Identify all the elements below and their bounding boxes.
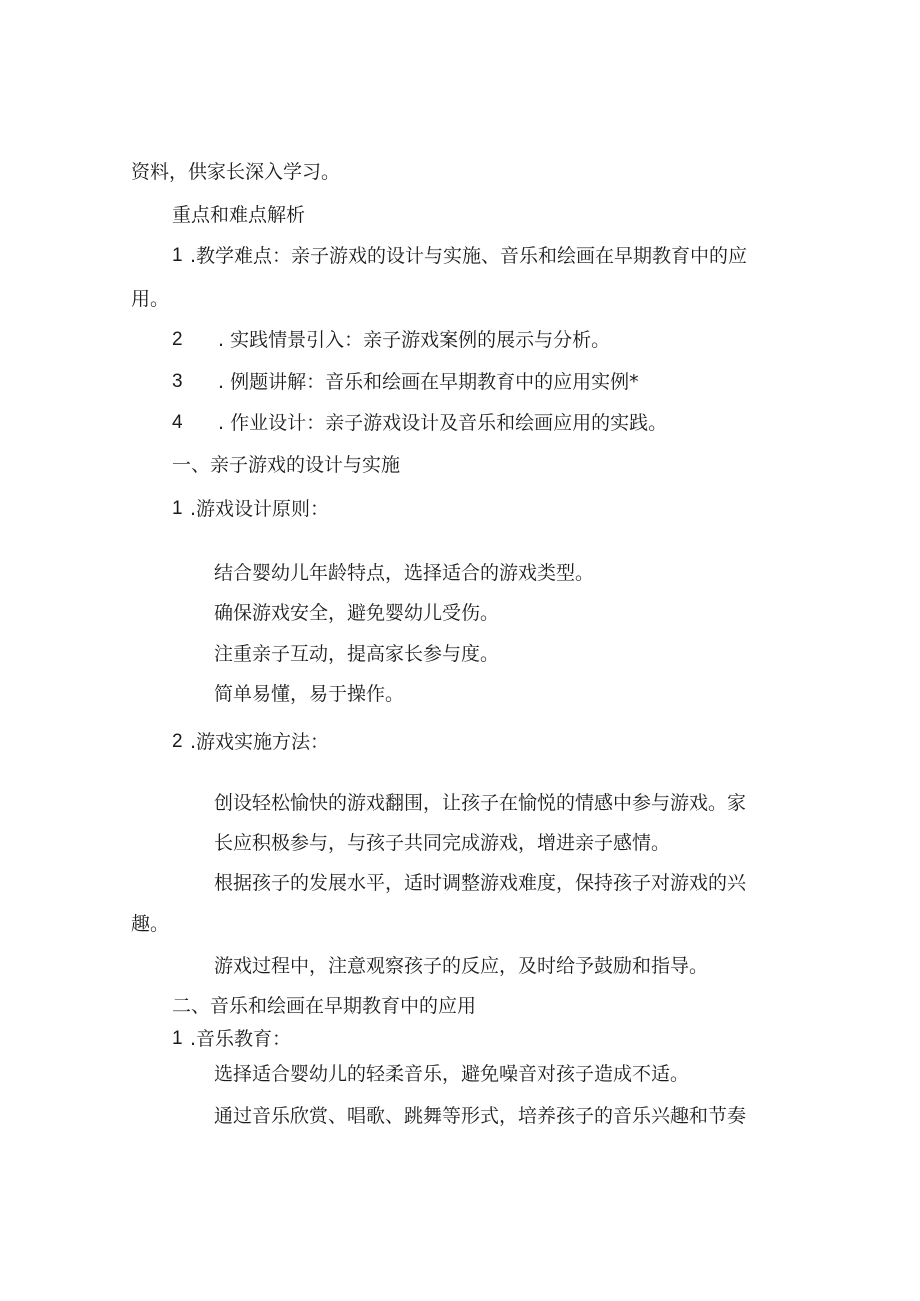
key-point-text: . 实践情景引入：亲子游戏案例的展示与分析。 [218, 329, 611, 351]
section-2-title: 二、音乐和绘画在早期教育中的应用 [172, 995, 477, 1017]
list-item: 简单易懂，易于操作。 [214, 683, 405, 705]
paragraph-line: 游戏过程中，注意观察孩子的反应，及时给予鼓励和指导。 [214, 955, 709, 977]
list-item: 注重亲子互动，提高家长参与度。 [214, 643, 500, 665]
list-item: 确保游戏安全，避免婴幼儿受伤。 [214, 602, 500, 624]
paragraph-line: 趣。 [131, 913, 170, 935]
subsection-number: 1 [172, 498, 183, 519]
key-point-number: 2 [172, 329, 183, 350]
key-point-number: 3 [172, 371, 183, 392]
subsection-label: .游戏实施方法： [190, 731, 330, 753]
key-point-text: . 例题讲解：音乐和绘画在早期教育中的应用实例* [218, 371, 639, 393]
key-point-text: . 作业设计：亲子游戏设计及音乐和绘画应用的实践。 [218, 412, 668, 434]
paragraph-line: 选择适合婴幼儿的轻柔音乐，避免噪音对孩子造成不适。 [214, 1063, 690, 1085]
key-point-number: 4 [172, 412, 183, 433]
subsection-number: 2 [172, 731, 183, 752]
paragraph-line: 通过音乐欣赏、唱歌、跳舞等形式，培养孩子的音乐兴趣和节奏 [214, 1105, 747, 1127]
key-points-heading: 重点和难点解析 [172, 204, 306, 226]
key-point-text-wrap: 用。 [131, 288, 170, 310]
section-1-title: 一、亲子游戏的设计与实施 [172, 454, 401, 476]
key-point-number: 1 [172, 245, 183, 266]
intro-continuation: 资料，供家长深入学习。 [131, 161, 341, 183]
subsection-label: .音乐教育： [190, 1028, 292, 1050]
subsection-number: 1 [172, 1028, 183, 1049]
key-point-text: .教学难点：亲子游戏的设计与实施、音乐和绘画在早期教育中的应 [190, 245, 748, 267]
list-item: 结合婴幼儿年龄特点，选择适合的游戏类型。 [214, 562, 595, 584]
paragraph-line: 长应积极参与，与孩子共同完成游戏，增进亲子感情。 [214, 832, 671, 854]
paragraph-line: 创设轻松愉快的游戏翻围，让孩子在愉悦的情感中参与游戏。家 [214, 792, 747, 814]
paragraph-line: 根据孩子的发展水平，适时调整游戏难度，保持孩子对游戏的兴 [214, 872, 747, 894]
subsection-label: .游戏设计原则： [190, 498, 330, 520]
